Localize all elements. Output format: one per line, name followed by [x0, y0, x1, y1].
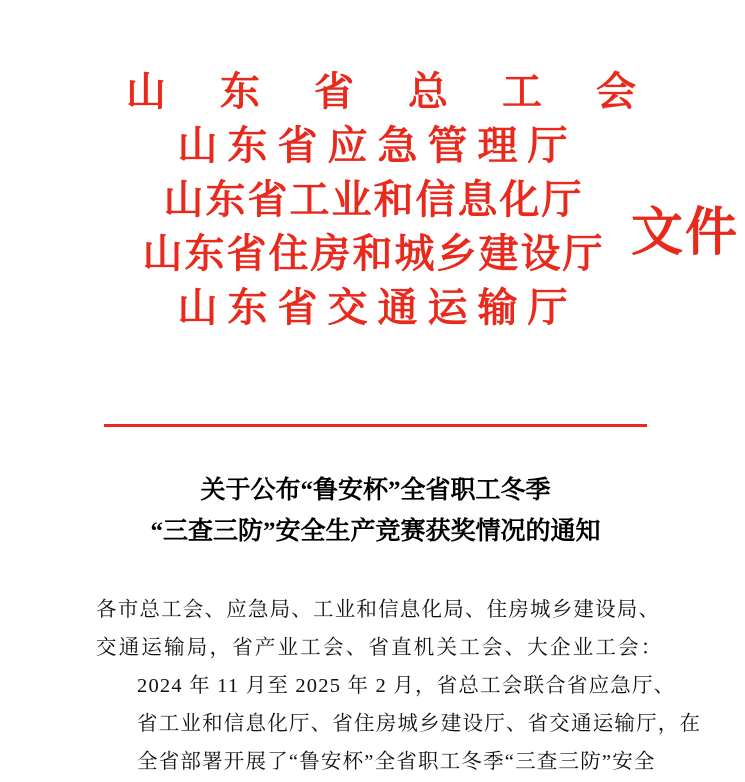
page-title — [96, 470, 655, 553]
issuer-line-5: 山东省交通运输厅 — [177, 285, 578, 330]
title-line-2: “三查三防”安全生产竞赛获奖情况的通知 — [150, 518, 601, 546]
letterhead — [0, 0, 745, 328]
issuing-agencies — [104, 69, 739, 330]
recipients-line-1: 各市总工会、应急局、工业和信息化局、住房城乡建设局、 — [96, 599, 661, 621]
issuer-line-1: 山 东 省 总 工 会 — [126, 69, 658, 114]
recipients-line-2: 交通运输局，省产业工会、省直机关工会、大企业工会： — [96, 636, 664, 659]
body-line-2: 省工业和信息化厅、省住房城乡建设厅、省交通运输厅，在 — [137, 712, 702, 735]
title-line-1: 关于公布“鲁安杯”全省职工冬季 — [200, 477, 551, 504]
recipients-paragraph — [96, 592, 664, 668]
body-line-1: 2024 年 11 月至 2025 年 2 月，省总工会联合省应急厅、 — [137, 674, 676, 697]
issuer-line-3: 山东省工业和信息化厅 — [163, 177, 584, 222]
body-paragraph-1 — [96, 668, 702, 782]
issuer-line-2: 山东省应急管理厅 — [177, 123, 578, 168]
letterhead-divider — [104, 424, 647, 427]
body-line-3: 全省部署开展了“鲁安杯”全省职工冬季“三查三防”安全 — [137, 750, 656, 773]
document-body — [96, 592, 702, 782]
issuer-line-4: 山东省住房和城乡建设厅 — [142, 231, 605, 276]
document-mark: 文件 — [630, 205, 739, 262]
